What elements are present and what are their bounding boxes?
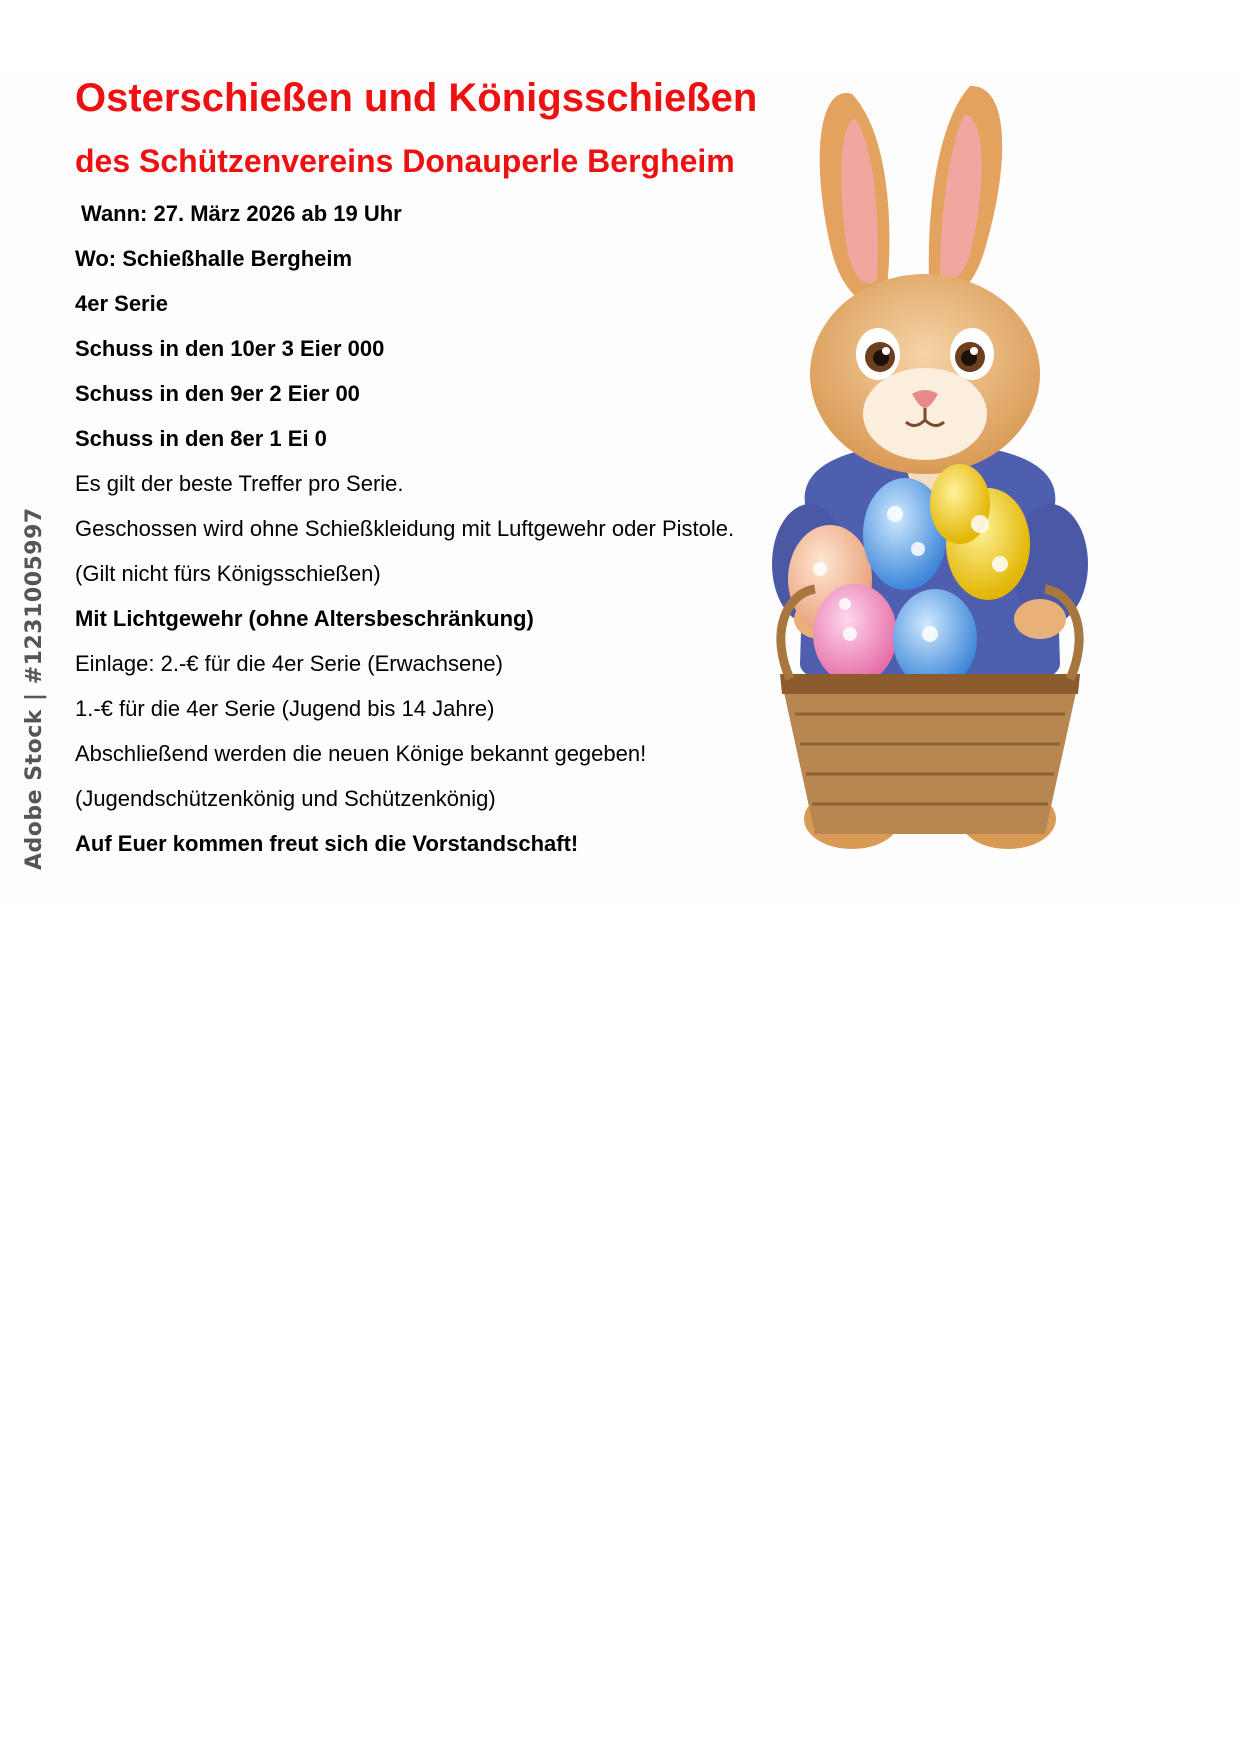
- detail-line-series: 4er Serie: [75, 291, 168, 316]
- detail-line-kings-announce: Abschließend werden die neuen Könige bekannt gegeben!: [75, 741, 647, 766]
- detail-line-kings-list: (Jugendschützenkönig und Schützenkönig): [75, 786, 496, 811]
- detail-line-light-rifle: Mit Lichtgewehr (ohne Altersbeschränkung): [75, 606, 534, 631]
- detail-line-10er: Schuss in den 10er 3 Eier 000: [75, 336, 385, 361]
- detail-line-closing: Auf Euer kommen freut sich die Vorstandschaft!: [75, 831, 579, 856]
- detail-line-fee-youth: 1.-€ für die 4er Serie (Jugend bis 14 Jahre): [75, 696, 495, 721]
- easter-bunny-image: [760, 74, 1100, 864]
- detail-line-best-hit: Es gilt der beste Treffer pro Serie.: [75, 471, 404, 496]
- detail-line-9er: Schuss in den 9er 2 Eier 00: [75, 381, 360, 406]
- page-subtitle: des Schützenvereins Donauperle Bergheim: [75, 143, 735, 179]
- detail-line-where: Wo: Schießhalle Bergheim: [75, 246, 353, 271]
- detail-line-shooting-info: Geschossen wird ohne Schießkleidung mit Luftgewehr oder Pistole.: [75, 516, 735, 541]
- detail-line-fee-adults: Einlage: 2.-€ für die 4er Serie (Erwachsene): [75, 651, 503, 676]
- stock-watermark: Adobe Stock | #1231005997: [22, 507, 47, 870]
- detail-line-8er: Schuss in den 8er 1 Ei 0: [75, 426, 327, 451]
- page-title: Osterschießen und Königsschießen: [75, 76, 758, 120]
- event-details: [75, 198, 734, 873]
- detail-line-when: Wann: 27. März 2026 ab 19 Uhr: [81, 201, 402, 226]
- detail-line-not-king: (Gilt nicht fürs Königsschießen): [75, 561, 381, 586]
